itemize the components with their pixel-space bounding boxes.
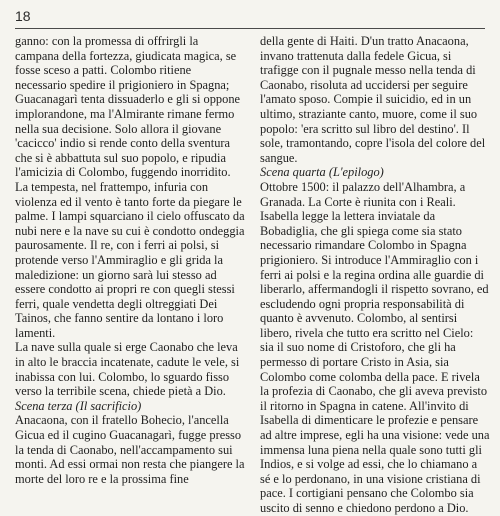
- paragraph: La nave sulla quale si erge Caonabo che leva in alto le braccia incatenate, cadute le vele, si inabissa con lui. Colombo, lo sguardo fisso verso la terribile scena, chiede pietà a Dio.: [15, 340, 240, 399]
- paragraph: La tempesta, nel frattempo, infuria con violenza ed il vento è tanto forte da piegare le palme. I lampi squarciano il cielo offuscato da nubi nere e la nave su cui è condotto ondeggia paurosamente. Il re, con i ferri ai polsi, si protende verso l'Ammiraglio e gli grida la maledizione: un giorno sarà lui stesso ad essere condotto ai propri re con quegli stessi ferri, quale vendetta degli oltreggiati Dei Tainos, che fanno sentire da lontano i loro lamenti.: [15, 179, 245, 340]
- paragraph: ganno: con la promessa di offrirgli la campana della fortezza, giudicata magica, se fosse sceso a patti. Colombo ritiene necessario spedire il prigioniero in Spagna; Guacanagarì tenta dissuaderlo e gli si oppone implorandone, ma l'Almirante rimane fermo nella sua decisione. Solo allora il giovane 'cacicco' indio si rende conto della sventura che si è abbattuta sul suo popolo, e ripudia l'amicizia di Colombo, fuggendo inorridito.: [15, 34, 241, 180]
- header-rule: [15, 28, 485, 29]
- page-number: 18: [15, 8, 31, 24]
- left-column: [15, 34, 245, 486]
- section-heading: Scena terza (Il sacrificio): [15, 398, 142, 413]
- section-heading: Scena quarta (L'epilogo): [260, 165, 384, 180]
- paragraph: Ottobre 1500: il palazzo dell'Alhambra, a Granada. La Corte è riunita con i Reali. Isabella legge la lettera inviatale da Bobadiglia, che gli spiega come sia stato necessario rimandare Colombo in Spagna prigioniero. Si introduce l'Ammiraglio con i ferri ai polsi e la regina ordina alle guardie di liberarlo, affermandogli il rispetto sovrano, ed escludendo ogni propria responsabilità di quanto è avvenuto. Colombo, al sentirsi libero, rivela che tutto era scritto nel Cielo: sia il suo nome di Cristoforo, che gli ha permesso di portare Cristo in Asia, sia Colombo come colomba della pace. E rivela la profezia di Caonabo, che gli aveva previsto il ritorno in Spagna in catene. All'invito di Isabella di dimenticare le profezie e pensare ad altre imprese, egli ha una visione: vede una immensa luna piena nella quale sono tutti gli Indios, e si volge ad essi, che lo chiamano a sé e lo perdonano, in una visione cristiana di pace. I cortigiani pensano che Colombo sia uscito di senno e chiedono perdono a Dio.: [260, 179, 490, 515]
- paragraph: della gente di Haiti. D'un tratto Anacaona, invano trattenuta dalla fedele Gicua, si trafigge con il pugnale messo nella tenda di Caonabo, risoluta ad uccidersi per seguire l'amato sposo. Compie il suicidio, ed in un ultimo, straziante canto, muore, come il suo popolo: 'era scritto sul libro del destino'. Il sole, tramontando, copre l'isola del colore del sangue.: [260, 34, 486, 165]
- right-column: [260, 34, 490, 516]
- paragraph: Anacaona, con il fratello Bohecio, l'ancella Gicua ed il cugino Guacanagarì, fugge presso la tenda di Caonabo, nell'accampamento sui monti. Ad essi ormai non resta che piangere la morte del loro re e la prossima fine: [15, 413, 245, 486]
